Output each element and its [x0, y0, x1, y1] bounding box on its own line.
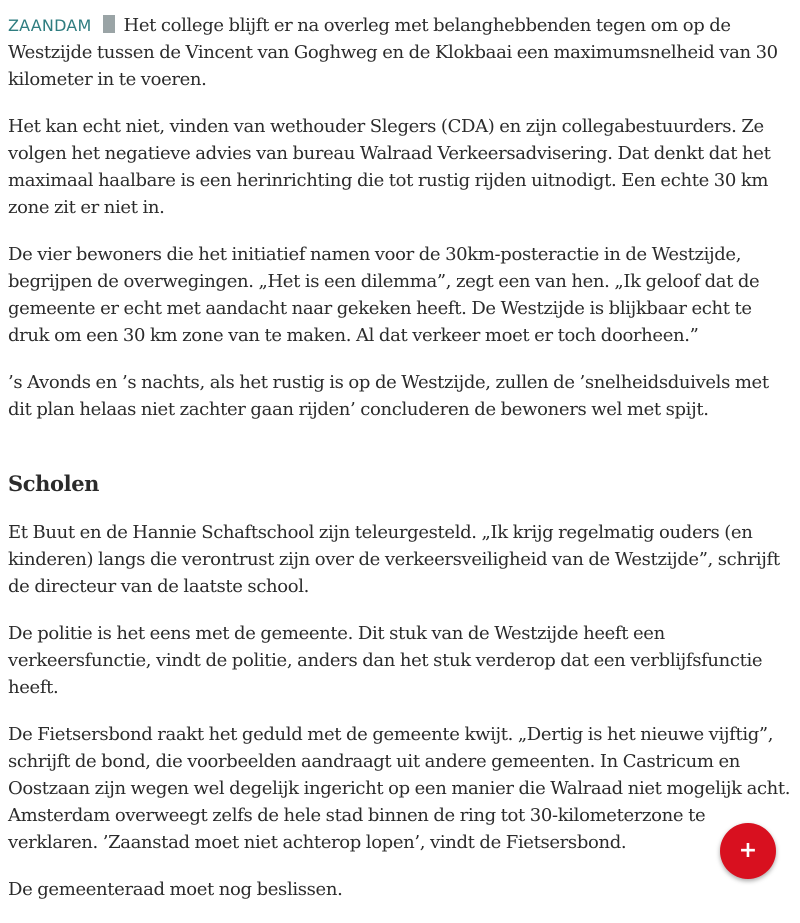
article-paragraph: De Fietsersbond raakt het geduld met de gemeente kwijt. „Dertig is het nieuwe vijftig”, schrijft de bond, die voorbeelden aandraagt uit andere gemeenten. In Castricum en Oostzaan zijn wegen wel degelijk ingericht op een manier die Walraad niet mogelijk acht. Amsterdam overweegt zelfs de hele stad binnen de ring tot 30-kilometerzone te verklaren. ’Zaanstad moet niet achterop lopen’, vindt de Fietsersbond.: [8, 724, 791, 853]
plus-icon: +: [738, 838, 758, 863]
article-paragraph: Et Buut en de Hannie Schaftschool zijn teleurgesteld. „Ik krijg regelmatig ouders (en kinderen) langs die verontrust zijn over de verkeersveiligheid van de Westzijde”, schrijft de directeur van de laatste school.: [8, 522, 780, 597]
paragraph-text: Het college blijft er na overleg met belanghebbenden tegen om op de Westzijde tussen de Vincent van Goghweg en de Klokbaai een maximumsnelheid van 30 kilometer in te voeren.: [8, 15, 778, 90]
floating-add-button[interactable]: [720, 823, 776, 879]
article-paragraph: De gemeenteraad moet nog beslissen.: [8, 879, 343, 900]
article-lead-paragraph: [8, 12, 796, 93]
article-body: [8, 12, 796, 923]
dateline: ZAANDAM: [8, 16, 92, 35]
section-subheading: Scholen: [8, 471, 100, 496]
article-paragraph: De vier bewoners die het initiatief namen voor de 30km-posteractie in de Westzijde, begrijpen de overwegingen. „Het is een dilemma”, zegt een van hen. „Ik geloof dat de gemeente er echt met aandacht naar gekeken heeft. De Westzijde is blijkbaar echt te druk om een 30 km zone van te maken. Al dat verkeer moet er toch doorheen.”: [8, 244, 760, 346]
article-paragraph: Het kan echt niet, vinden van wethouder Slegers (CDA) en zijn collegabestuurders. Ze volgen het negatieve advies van bureau Walraad Verkeersadvisering. Dat denkt dat het maximaal haalbare is een herinrichting die tot rustig rijden uitnodigt. Een echte 30 km zone zit er niet in.: [8, 116, 771, 218]
article-paragraph: ’s Avonds en ’s nachts, als het rustig is op de Westzijde, zullen de ’snelheidsduivels met dit plan helaas niet zachter gaan rijden’ concluderen de bewoners wel met spijt.: [8, 372, 769, 420]
dateline-separator: [103, 15, 115, 33]
article-paragraph: De politie is het eens met de gemeente. Dit stuk van de Westzijde heeft een verkeersfunctie, vindt de politie, anders dan het stuk verderop dat een verblijfsfunctie heeft.: [8, 623, 763, 698]
